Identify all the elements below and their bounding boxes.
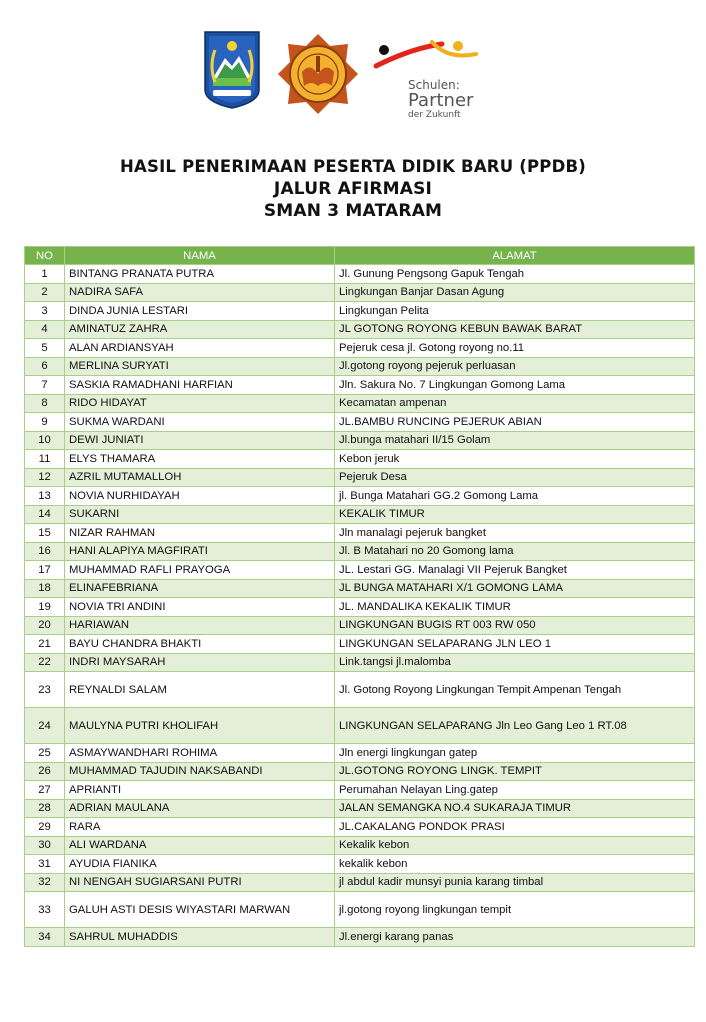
table-header-row — [25, 247, 695, 265]
cell-alamat: JL.GOTONG ROYONG LINGK. TEMPIT — [335, 762, 695, 781]
cell-nama: ELINAFEBRIANA — [65, 579, 335, 598]
cell-alamat: Link.tangsi jl.malomba — [335, 653, 695, 672]
cell-nama: RIDO HIDAYAT — [65, 394, 335, 413]
table-row — [25, 672, 695, 708]
cell-no: 1 — [25, 265, 65, 284]
cell-alamat: Perumahan Nelayan Ling.gatep — [335, 781, 695, 800]
cell-alamat: Jl.bunga matahari II/15 Golam — [335, 431, 695, 450]
cell-nama: SUKARNI — [65, 505, 335, 524]
logo-header — [0, 0, 706, 140]
table-row — [25, 487, 695, 506]
cell-no: 31 — [25, 855, 65, 874]
table-row — [25, 598, 695, 617]
cell-nama: MERLINA SURYATI — [65, 357, 335, 376]
cell-nama: DEWI JUNIATI — [65, 431, 335, 450]
cell-nama: MAULYNA PUTRI KHOLIFAH — [65, 708, 335, 744]
table-row — [25, 413, 695, 432]
table-row — [25, 781, 695, 800]
cell-no: 6 — [25, 357, 65, 376]
pasch-logo-line2: Partner — [408, 90, 474, 111]
cell-alamat: LINGKUNGAN SELAPARANG JLN LEO 1 — [335, 635, 695, 654]
cell-alamat: Kekalik kebon — [335, 836, 695, 855]
cell-no: 3 — [25, 302, 65, 321]
table-row — [25, 394, 695, 413]
table-row — [25, 431, 695, 450]
cell-alamat: Jl. B Matahari no 20 Gomong lama — [335, 542, 695, 561]
school-emblem-icon — [276, 32, 360, 116]
cell-no: 26 — [25, 762, 65, 781]
cell-nama: DINDA JUNIA LESTARI — [65, 302, 335, 321]
table-row — [25, 542, 695, 561]
table-row — [25, 376, 695, 395]
cell-no: 7 — [25, 376, 65, 395]
cell-no: 11 — [25, 450, 65, 469]
table-row — [25, 892, 695, 928]
cell-alamat: JL.BAMBU RUNCING PEJERUK ABIAN — [335, 413, 695, 432]
cell-no: 17 — [25, 561, 65, 580]
table-row — [25, 928, 695, 947]
table-row — [25, 635, 695, 654]
table-body — [25, 265, 695, 947]
cell-nama: NI NENGAH SUGIARSANI PUTRI — [65, 873, 335, 892]
table-row — [25, 283, 695, 302]
cell-nama: APRIANTI — [65, 781, 335, 800]
cell-alamat: Jln. Sakura No. 7 Lingkungan Gomong Lama — [335, 376, 695, 395]
cell-nama: HARIAWAN — [65, 616, 335, 635]
table-row — [25, 744, 695, 763]
cell-alamat: Jln manalagi pejeruk bangket — [335, 524, 695, 543]
cell-nama: SUKMA WARDANI — [65, 413, 335, 432]
pasch-logo-line1: Schulen: — [408, 78, 460, 92]
table-row — [25, 320, 695, 339]
cell-nama: NADIRA SAFA — [65, 283, 335, 302]
cell-no: 30 — [25, 836, 65, 855]
cell-alamat: JL BUNGA MATAHARI X/1 GOMONG LAMA — [335, 579, 695, 598]
cell-alamat: jl.gotong royong lingkungan tempit — [335, 892, 695, 928]
pasch-logo-icon — [372, 36, 482, 126]
table-row — [25, 579, 695, 598]
cell-no: 4 — [25, 320, 65, 339]
cell-alamat: Lingkungan Pelita — [335, 302, 695, 321]
pasch-swoosh-icon — [372, 36, 482, 80]
cell-no: 29 — [25, 818, 65, 837]
header-no: NO — [25, 247, 65, 265]
cell-alamat: Jl.energi karang panas — [335, 928, 695, 947]
cell-alamat: jl. Bunga Matahari GG.2 Gomong Lama — [335, 487, 695, 506]
cell-nama: NOVIA TRI ANDINI — [65, 598, 335, 617]
cell-no: 10 — [25, 431, 65, 450]
cell-no: 15 — [25, 524, 65, 543]
cell-alamat: JL.CAKALANG PONDOK PRASI — [335, 818, 695, 837]
cell-no: 5 — [25, 339, 65, 358]
cell-alamat: kekalik kebon — [335, 855, 695, 874]
cell-alamat: JL. Lestari GG. Manalagi VII Pejeruk Bangket — [335, 561, 695, 580]
table-row — [25, 836, 695, 855]
table-row — [25, 357, 695, 376]
cell-nama: BAYU CHANDRA BHAKTI — [65, 635, 335, 654]
cell-no: 32 — [25, 873, 65, 892]
cell-nama: INDRI MAYSARAH — [65, 653, 335, 672]
table-row — [25, 505, 695, 524]
cell-no: 16 — [25, 542, 65, 561]
cell-nama: BINTANG PRANATA PUTRA — [65, 265, 335, 284]
cell-alamat: Lingkungan Banjar Dasan Agung — [335, 283, 695, 302]
ppdb-results-table — [24, 246, 695, 947]
table-row — [25, 450, 695, 469]
cell-alamat: LINGKUNGAN BUGIS RT 003 RW 050 — [335, 616, 695, 635]
cell-no: 27 — [25, 781, 65, 800]
cell-no: 21 — [25, 635, 65, 654]
table-row — [25, 818, 695, 837]
cell-no: 9 — [25, 413, 65, 432]
ntb-province-emblem-icon — [203, 30, 261, 110]
table-row — [25, 265, 695, 284]
cell-nama: RARA — [65, 818, 335, 837]
cell-alamat: Pejeruk cesa jl. Gotong royong no.11 — [335, 339, 695, 358]
cell-nama: AZRIL MUTAMALLOH — [65, 468, 335, 487]
table-row — [25, 302, 695, 321]
cell-no: 12 — [25, 468, 65, 487]
cell-nama: AYUDIA FIANIKA — [65, 855, 335, 874]
cell-no: 28 — [25, 799, 65, 818]
table-row — [25, 561, 695, 580]
cell-alamat: Kecamatan ampenan — [335, 394, 695, 413]
table-row — [25, 708, 695, 744]
cell-alamat: JALAN SEMANGKA NO.4 SUKARAJA TIMUR — [335, 799, 695, 818]
header-alamat: ALAMAT — [335, 247, 695, 265]
cell-nama: HANI ALAPIYA MAGFIRATI — [65, 542, 335, 561]
cell-nama: GALUH ASTI DESIS WIYASTARI MARWAN — [65, 892, 335, 928]
cell-alamat: Pejeruk Desa — [335, 468, 695, 487]
cell-alamat: JL GOTONG ROYONG KEBUN BAWAK BARAT — [335, 320, 695, 339]
cell-no: 8 — [25, 394, 65, 413]
cell-no: 13 — [25, 487, 65, 506]
table-row — [25, 653, 695, 672]
cell-nama: NIZAR RAHMAN — [65, 524, 335, 543]
table-row — [25, 873, 695, 892]
title-line-1: HASIL PENERIMAAN PESERTA DIDIK BARU (PPDB) — [120, 157, 586, 176]
cell-no: 24 — [25, 708, 65, 744]
pasch-logo-line3: der Zukunft — [408, 110, 461, 120]
cell-alamat: Jl. Gunung Pengsong Gapuk Tengah — [335, 265, 695, 284]
cell-nama: ELYS THAMARA — [65, 450, 335, 469]
cell-nama: ALI WARDANA — [65, 836, 335, 855]
cell-alamat: Jl.gotong royong pejeruk perluasan — [335, 357, 695, 376]
cell-no: 22 — [25, 653, 65, 672]
table-row — [25, 524, 695, 543]
cell-alamat: JL. MANDALIKA KEKALIK TIMUR — [335, 598, 695, 617]
cell-alamat: jl abdul kadir munsyi punia karang timbal — [335, 873, 695, 892]
cell-no: 33 — [25, 892, 65, 928]
cell-nama: SASKIA RAMADHANI HARFIAN — [65, 376, 335, 395]
header-nama: NAMA — [65, 247, 335, 265]
table-row — [25, 616, 695, 635]
cell-no: 19 — [25, 598, 65, 617]
cell-alamat: Jln energi lingkungan gatep — [335, 744, 695, 763]
document-title — [0, 156, 706, 222]
title-line-2: JALUR AFIRMASI — [273, 179, 433, 199]
cell-nama: NOVIA NURHIDAYAH — [65, 487, 335, 506]
cell-no: 23 — [25, 672, 65, 708]
cell-nama: SAHRUL MUHADDIS — [65, 928, 335, 947]
cell-no: 14 — [25, 505, 65, 524]
cell-no: 2 — [25, 283, 65, 302]
cell-nama: AMINATUZ ZAHRA — [65, 320, 335, 339]
cell-nama: MUHAMMAD RAFLI PRAYOGA — [65, 561, 335, 580]
cell-alamat: Kebon jeruk — [335, 450, 695, 469]
cell-nama: MUHAMMAD TAJUDIN NAKSABANDI — [65, 762, 335, 781]
title-line-3: SMAN 3 MATARAM — [263, 201, 443, 221]
cell-alamat: KEKALIK TIMUR — [335, 505, 695, 524]
cell-alamat: Jl. Gotong Royong Lingkungan Tempit Ampenan Tengah — [335, 672, 695, 708]
cell-no: 20 — [25, 616, 65, 635]
cell-no: 18 — [25, 579, 65, 598]
cell-nama: ASMAYWANDHARI ROHIMA — [65, 744, 335, 763]
table-row — [25, 468, 695, 487]
cell-no: 25 — [25, 744, 65, 763]
cell-no: 34 — [25, 928, 65, 947]
cell-nama: ADRIAN MAULANA — [65, 799, 335, 818]
table-row — [25, 762, 695, 781]
table-row — [25, 339, 695, 358]
cell-alamat: LINGKUNGAN SELAPARANG Jln Leo Gang Leo 1 RT.08 — [335, 708, 695, 744]
table-row — [25, 855, 695, 874]
cell-nama: ALAN ARDIANSYAH — [65, 339, 335, 358]
table-row — [25, 799, 695, 818]
cell-nama: REYNALDI SALAM — [65, 672, 335, 708]
